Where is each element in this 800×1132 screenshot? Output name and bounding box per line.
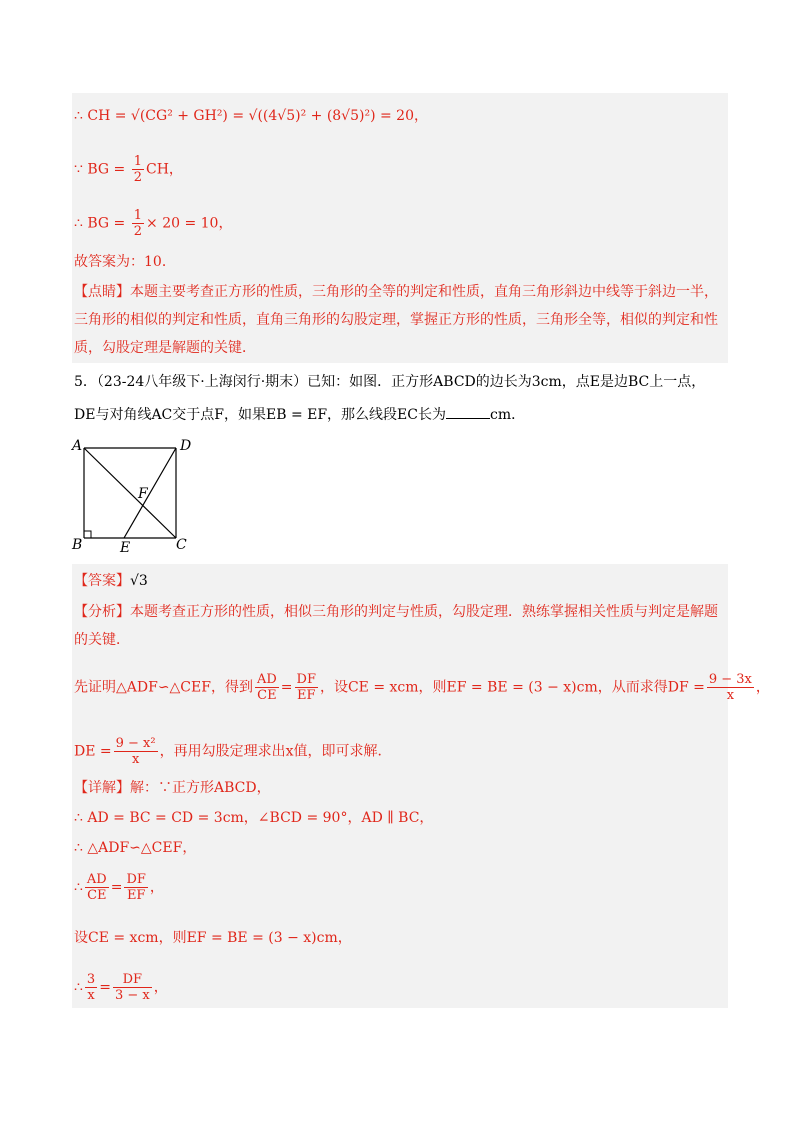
eq-bg-value: ∴ BG = $\frac{1}{2}$ × 20 = 10， (74, 208, 233, 239)
problem-stem-1: 5．（23-24八年级下·上海闵行·期末）已知：如图．正方形ABCD的边长为3cm，点E是边BC上一点， (74, 374, 706, 390)
detail-label: 【详解】 (74, 780, 130, 796)
problem-stem-2: DE与对角线AC交于点F，如果EB = EF，那么线段EC长为 cm． (74, 404, 525, 425)
analysis-step-2: DE = $\frac{\text{9 − x²}}{x}$ ，再用勾股定理求出x值，即可求解． (74, 736, 392, 767)
detail-line-4: 设CE = xcm，则EF = BE = (3 − x)cm， (74, 930, 352, 946)
label-f: F (138, 486, 148, 502)
analysis-label: 【分析】 (74, 604, 130, 620)
label-d: D (180, 438, 192, 454)
analysis-paragraph: 【分析】本题考查正方形的性质，相似三角形的判定与性质，勾股定理．熟练掌握相关性质与判定是解题的关键． (74, 604, 718, 648)
square-figure (70, 436, 200, 556)
analysis-step-1: 先证明△ADF∽△CEF，得到 $\frac{AD}{CE}$ = $\frac{DF}{EF}$ ，设CE = xcm，则EF = BE = (3 − x)cm，从而求得DF = $\frac{9 - 3x}{x}$ ， (74, 672, 770, 703)
eq-bg-half: ∵ BG = $\frac{1}{2}$ CH， (74, 154, 183, 185)
label-e: E (120, 540, 131, 556)
label-b: B (72, 537, 83, 553)
eq-ch: ∴ CH = √(CG² + GH²) = √((4√5)² + (8√5)²) = 20， (74, 108, 428, 124)
detail-line-3: ∴ $\frac{AD}{CE}$ = $\frac{DF}{EF}$ ， (74, 872, 164, 903)
answer-blank (446, 404, 490, 419)
detail-heading: 【详解】解：∵正方形ABCD， (74, 780, 271, 796)
final-answer: 故答案为：10． (74, 254, 176, 270)
label-a: A (72, 438, 83, 454)
label-c: C (176, 537, 187, 553)
detail-line-5: ∴ $\frac{3}{x}$ = $\frac{DF}{3 - x}$ ， (74, 972, 168, 1003)
answer-line: 【答案】√3 (74, 573, 148, 589)
comment-label: 【点睛】 (74, 284, 130, 300)
detail-line-2: ∴ △ADF∽△CEF， (74, 840, 197, 856)
detail-line-1: ∴ AD = BC = CD = 3cm，∠BCD = 90°，AD ∥ BC， (74, 810, 434, 826)
comment-paragraph: 【点睛】本题主要考查正方形的性质，三角形的全等的判定和性质，直角三角形斜边中线等于斜边一半，三角形的相似的判定和性质，直角三角形的勾股定理，掌握正方形的性质，三角形全等，相似的判定和性质，勾股定理是解题的关键． (74, 284, 718, 356)
